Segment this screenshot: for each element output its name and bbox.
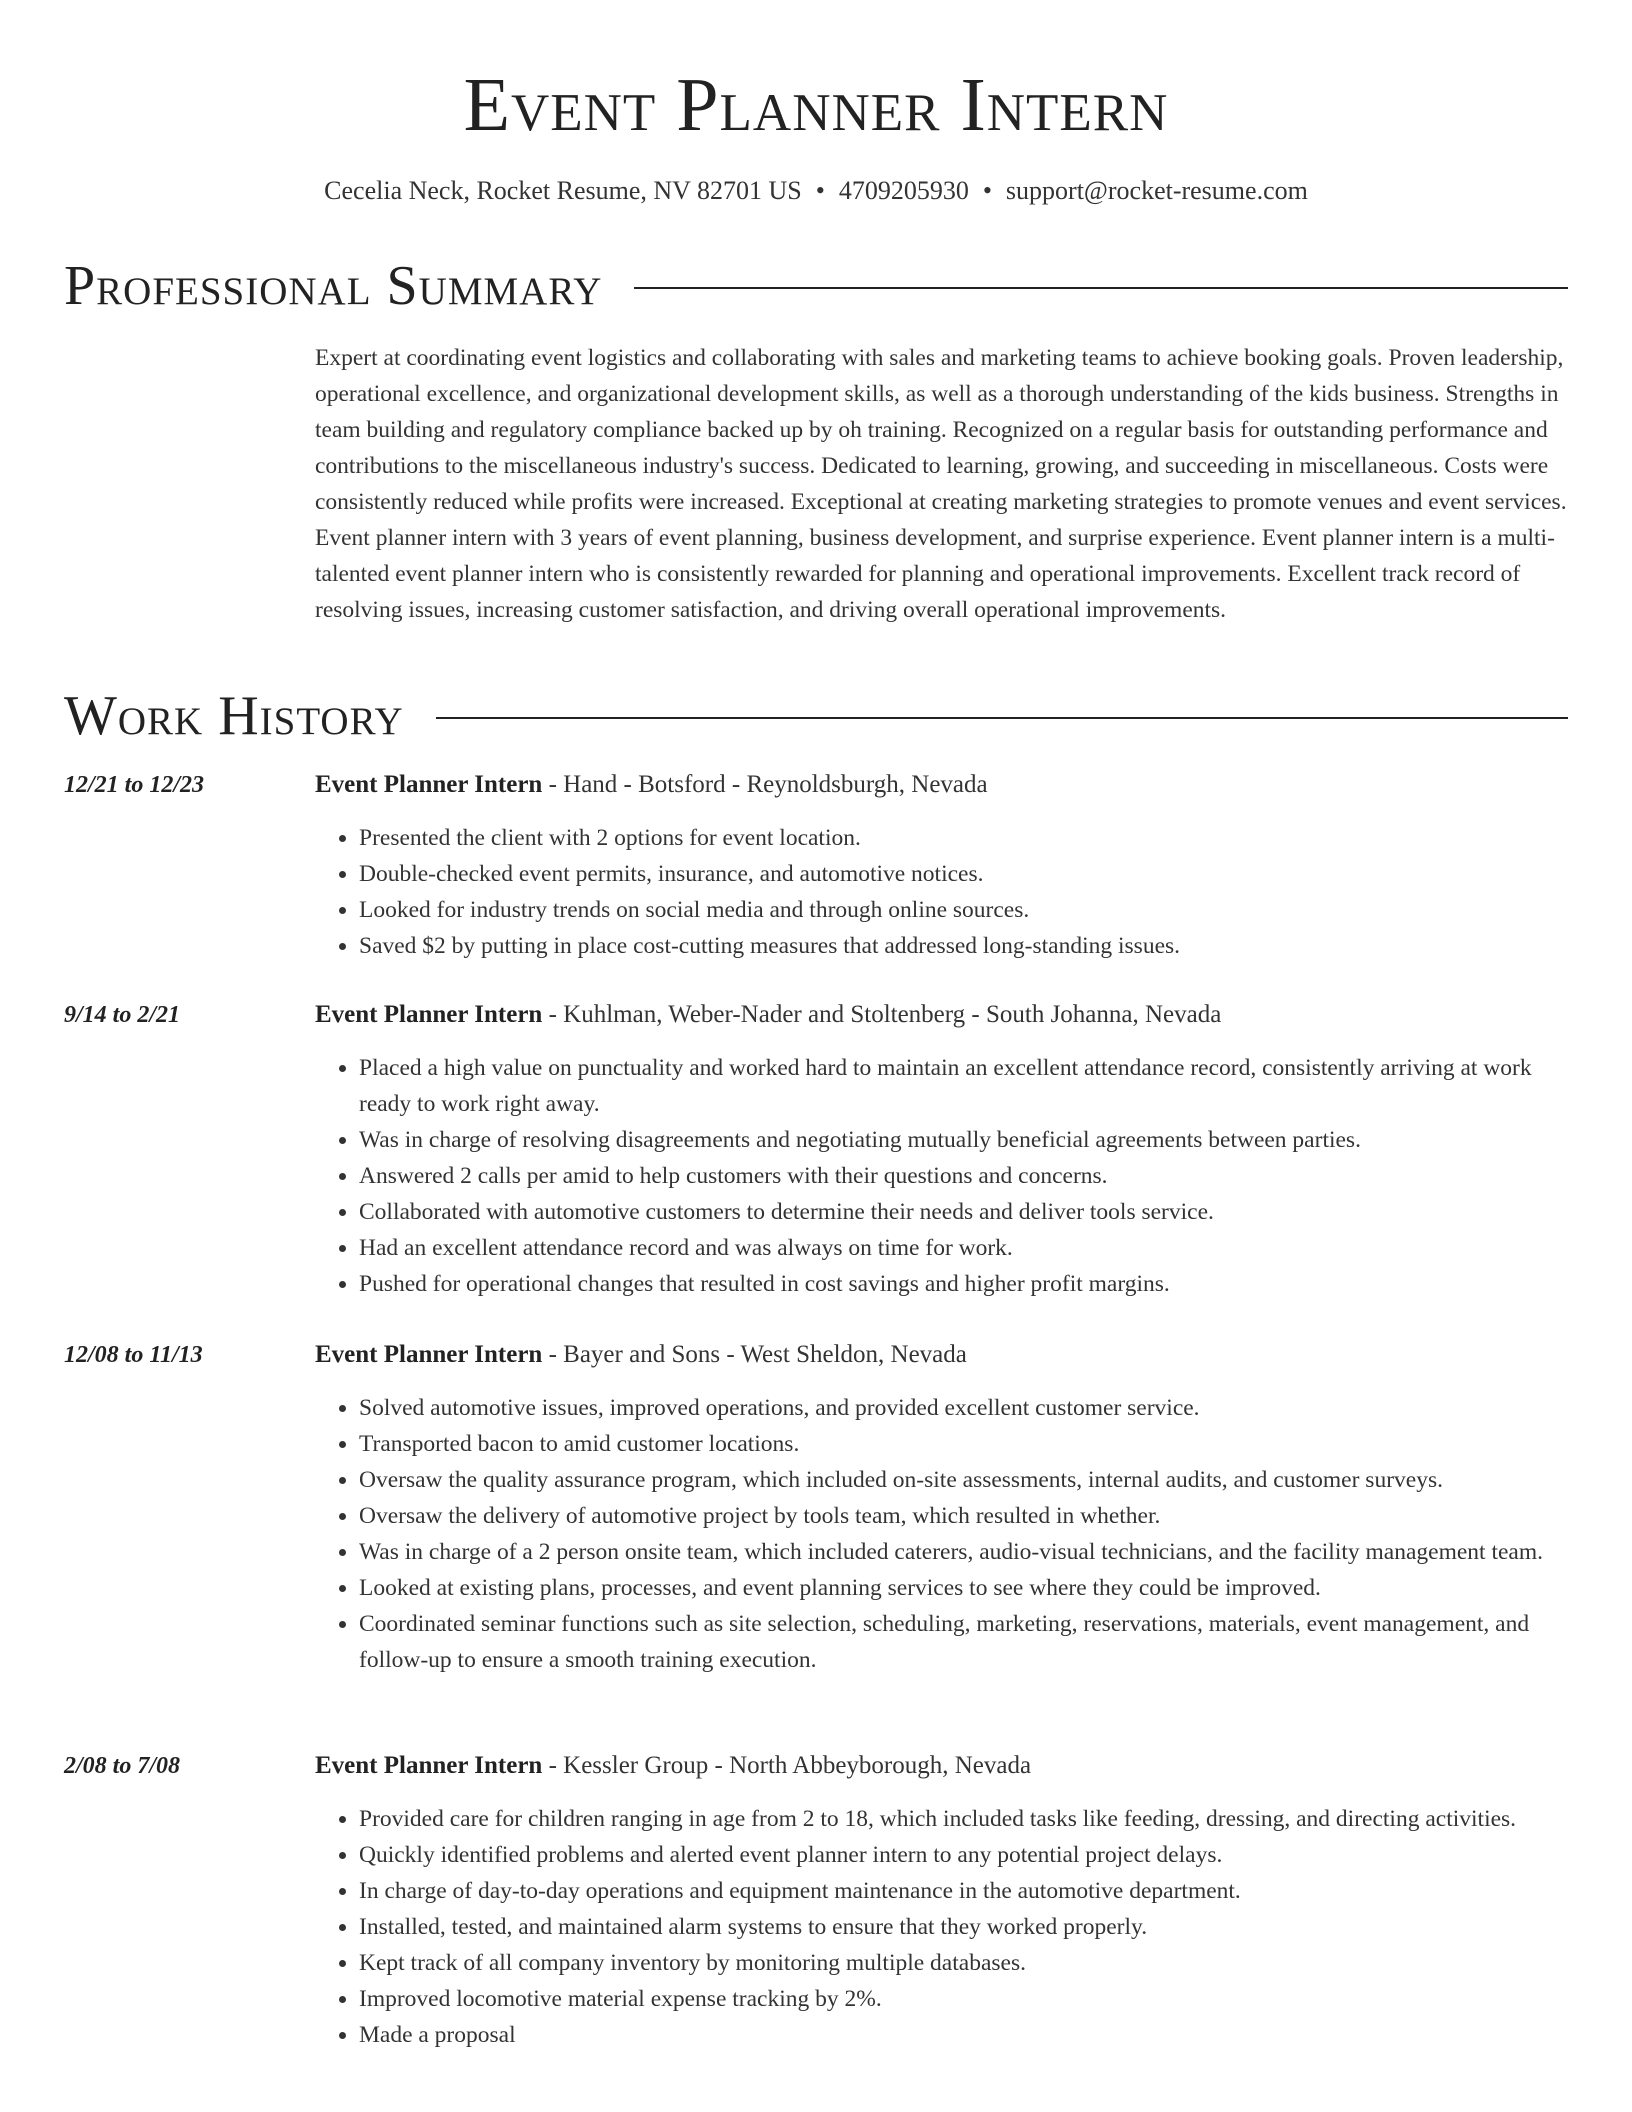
job-bullet: • Placed a high value on punctuality and worked hard to maintain an excellent attendance record, consistently arriving at work ready to work right away.: [359, 1050, 1568, 1122]
job-bullet: • Looked for industry trends on social media and through online sources.: [359, 892, 1568, 928]
job-bullet: • Pushed for operational changes that resulted in cost savings and higher profit margins.: [359, 1266, 1568, 1302]
job-dates: 12/21 to 12/23: [64, 772, 205, 798]
job-employer-location: - Bayer and Sons - West Sheldon, Nevada: [542, 1341, 967, 1368]
job-bullet: • Answered 2 calls per amid to help customers with their questions and concerns.: [359, 1158, 1568, 1194]
job-bullet: • Oversaw the delivery of automotive project by tools team, which resulted in whether.: [359, 1498, 1568, 1534]
contact-phone: 4709205930: [838, 176, 969, 205]
job-bullet-list: [315, 820, 1568, 964]
work-history-section-header: [64, 684, 1568, 748]
job-bullet: • Saved $2 by putting in place cost-cutting measures that addressed long-standing issues.: [359, 928, 1568, 964]
job-bullet: • Solved automotive issues, improved operations, and provided excellent customer service.: [359, 1390, 1568, 1426]
contact-address: Cecelia Neck, Rocket Resume, NV 82701 US: [324, 176, 802, 205]
job-bullet: • Coordinated seminar functions such as site selection, scheduling, marketing, reservations, materials, event management, and follow-up to ensure a smooth training execution.: [359, 1606, 1568, 1678]
job-bullet: • Double-checked event permits, insurance, and automotive notices.: [359, 856, 1568, 892]
job-bullet: • Was in charge of a 2 person onsite team, which included caterers, audio-visual technicians, and the facility management team.: [359, 1534, 1568, 1570]
job-employer-location: - Kessler Group - North Abbeyborough, Nevada: [542, 1752, 1032, 1779]
job-bullet: • Kept track of all company inventory by monitoring multiple databases.: [359, 1945, 1568, 1981]
job-bullet: • Looked at existing plans, processes, and event planning services to see where they could be improved.: [359, 1570, 1568, 1606]
summary-heading: Professional Summary: [64, 255, 603, 317]
contact-separator: •: [982, 176, 992, 205]
job-bullet-list: [315, 1390, 1568, 1678]
job-employer-location: - Kuhlman, Weber-Nader and Stoltenberg - South Johanna, Nevada: [542, 1001, 1222, 1028]
job-bullet: • Transported bacon to amid customer locations.: [359, 1426, 1568, 1462]
summary-section-header: [64, 254, 1568, 318]
job-dates: 2/08 to 7/08: [64, 1753, 181, 1779]
job-heading: [315, 768, 1568, 802]
contact-info: [0, 174, 1632, 208]
section-divider: [634, 287, 1568, 289]
job-bullet: • In charge of day-to-day operations and equipment maintenance in the automotive department.: [359, 1873, 1568, 1909]
section-divider: [436, 717, 1568, 719]
job-title: Event Planner Intern: [315, 771, 543, 798]
job-bullet: • Provided care for children ranging in age from 2 to 18, which included tasks like feeding, dressing, and directing activities.: [359, 1801, 1568, 1837]
job-bullet: • Improved locomotive material expense tracking by 2%.: [359, 1981, 1568, 2017]
job-bullet: • Made a proposal: [359, 2017, 1568, 2053]
job-title: Event Planner Intern: [315, 1001, 543, 1028]
job-dates: 9/14 to 2/21: [64, 1002, 181, 1028]
work-history-heading: Work History: [64, 685, 404, 747]
contact-email[interactable]: support@rocket-resume.com: [1005, 176, 1308, 205]
job-bullet: • Had an excellent attendance record and was always on time for work.: [359, 1230, 1568, 1266]
job-bullet: • Collaborated with automotive customers to determine their needs and deliver tools service.: [359, 1194, 1568, 1230]
summary-text: Expert at coordinating event logistics and collaborating with sales and marketing teams to achieve booking goals. Proven leadership, operational excellence, and organizational development skills, as well as a thorough understanding of the kids business. Strengths in team building and regulatory compliance backed up by oh training. Recognized on a regular basis for outstanding performance and contributions to the miscellaneous industry's success. Dedicated to learning, growing, and succeeding in miscellaneous. Costs were consistently reduced while profits were increased. Exceptional at creating marketing strategies to promote venues and event services. Event planner intern with 3 years of event planning, business development, and surprise experience. Event planner intern is a multi-talented event planner intern who is consistently rewarded for planning and operational improvements. Excellent track record of resolving issues, increasing customer satisfaction, and driving overall operational improvements.: [315, 345, 1567, 623]
job-title: Event Planner Intern: [315, 1752, 543, 1779]
contact-separator: •: [815, 176, 825, 205]
job-heading: [315, 998, 1568, 1032]
job-bullet: • Presented the client with 2 options for event location.: [359, 820, 1568, 856]
page-title: Event Planner Intern: [463, 63, 1169, 147]
job-bullet-list: [315, 1801, 1568, 2053]
job-bullet: • Quickly identified problems and alerted event planner intern to any potential project delays.: [359, 1837, 1568, 1873]
job-bullet: • Installed, tested, and maintained alarm systems to ensure that they worked properly.: [359, 1909, 1568, 1945]
job-bullet-list: [315, 1050, 1568, 1302]
job-heading: [315, 1749, 1568, 1783]
job-employer-location: - Hand - Botsford - Reynoldsburgh, Nevada: [542, 771, 988, 798]
job-title: Event Planner Intern: [315, 1341, 543, 1368]
job-bullet: • Oversaw the quality assurance program, which included on-site assessments, internal audits, and customer surveys.: [359, 1462, 1568, 1498]
job-dates: 12/08 to 11/13: [64, 1342, 203, 1368]
job-heading: [315, 1338, 1568, 1372]
job-bullet: • Was in charge of resolving disagreements and negotiating mutually beneficial agreements between parties.: [359, 1122, 1568, 1158]
